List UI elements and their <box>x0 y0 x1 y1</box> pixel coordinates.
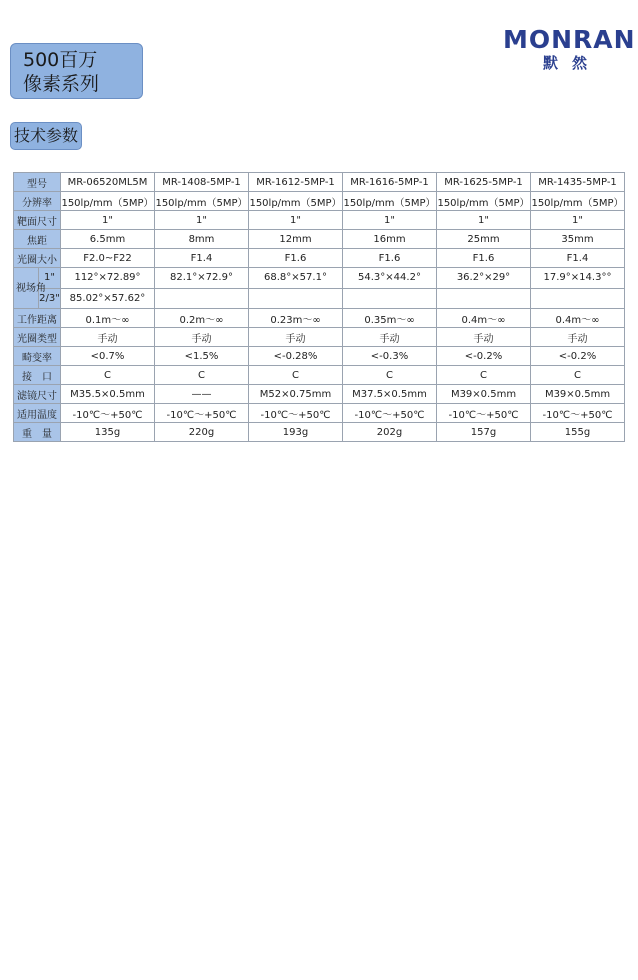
cell-temp: -10℃～+50℃ <box>531 404 625 423</box>
cell-aperture: F1.4 <box>531 249 625 268</box>
row-label-filter: 滤镜尺寸 <box>14 385 61 404</box>
cell-filter: M39×0.5mm <box>531 385 625 404</box>
cell-weight: 220g <box>155 423 249 442</box>
cell-sensor: 1" <box>343 211 437 230</box>
cell-fov-23 <box>249 288 343 309</box>
cell-focal: 6.5mm <box>61 230 155 249</box>
cell-fov-1: 17.9°×14.3°° <box>531 268 625 289</box>
cell-mount: C <box>61 366 155 385</box>
cell-mount: C <box>249 366 343 385</box>
cell-iris: 手动 <box>249 328 343 347</box>
cell-resolution: 150lp/mm（5MP） <box>61 192 155 211</box>
cell-aperture: F1.6 <box>437 249 531 268</box>
cell-filter: M35.5×0.5mm <box>61 385 155 404</box>
spec-row-distance <box>14 309 625 328</box>
row-label-focal: 焦距 <box>14 230 61 249</box>
cell-fov-23: 85.02°×57.62° <box>61 288 155 309</box>
cell-distortion: <-0.2% <box>531 347 625 366</box>
cell-sensor: 1" <box>531 211 625 230</box>
cell-distance: 0.4m～∞ <box>531 309 625 328</box>
cell-distance: 0.1m～∞ <box>61 309 155 328</box>
spec-row-temp <box>14 404 625 423</box>
cell-aperture: F1.6 <box>249 249 343 268</box>
cell-resolution: 150lp/mm（5MP） <box>343 192 437 211</box>
cell-temp: -10℃～+50℃ <box>343 404 437 423</box>
cell-fov-1: 54.3°×44.2° <box>343 268 437 289</box>
cell-aperture: F1.6 <box>343 249 437 268</box>
series-title-box <box>10 43 143 99</box>
row-label-resolution: 分辨率 <box>14 192 61 211</box>
fov-label <box>14 268 46 308</box>
brand-logo <box>503 25 636 72</box>
cell-sensor: 1" <box>437 211 531 230</box>
cell-iris: 手动 <box>531 328 625 347</box>
cell-mount: C <box>343 366 437 385</box>
cell-distance: 0.35m～∞ <box>343 309 437 328</box>
series-title-line1: 500百万 <box>23 49 98 71</box>
row-label-model: 型号 <box>14 173 61 192</box>
spec-row-aperture <box>14 249 625 268</box>
cell-sensor: 1" <box>155 211 249 230</box>
spec-row-weight <box>14 423 625 442</box>
logo-chinese: 默然 <box>542 54 601 72</box>
cell-focal: 35mm <box>531 230 625 249</box>
cell-distance: 0.4m～∞ <box>437 309 531 328</box>
fov-23-label: 2/3" <box>39 288 61 308</box>
cell-weight: 135g <box>61 423 155 442</box>
spec-row-distortion <box>14 347 625 366</box>
cell-focal: 16mm <box>343 230 437 249</box>
cell-iris: 手动 <box>61 328 155 347</box>
cell-mount: C <box>155 366 249 385</box>
cell-filter: M52×0.75mm <box>249 385 343 404</box>
cell-fov-1: 82.1°×72.9° <box>155 268 249 289</box>
cell-model: MR-1435-5MP-1 <box>531 173 625 192</box>
spec-row-focal <box>14 230 625 249</box>
cell-fov-23 <box>343 288 437 309</box>
cell-model: MR-06520ML5M <box>61 173 155 192</box>
cell-iris: 手动 <box>343 328 437 347</box>
cell-distortion: <-0.3% <box>343 347 437 366</box>
cell-distance: 0.23m～∞ <box>249 309 343 328</box>
cell-aperture: F2.0~F22 <box>61 249 155 268</box>
cell-distortion: <-0.2% <box>437 347 531 366</box>
cell-focal: 8mm <box>155 230 249 249</box>
cell-mount: C <box>437 366 531 385</box>
fov-label-text: 视场角 <box>16 282 46 294</box>
row-label-sensor: 靶面尺寸 <box>14 211 61 230</box>
row-label-aperture: 光圈大小 <box>14 249 61 268</box>
cell-fov-1: 36.2°×29° <box>437 268 531 289</box>
cell-focal: 12mm <box>249 230 343 249</box>
cell-temp: -10℃～+50℃ <box>155 404 249 423</box>
cell-weight: 157g <box>437 423 531 442</box>
spec-row-iris <box>14 328 625 347</box>
cell-resolution: 150lp/mm（5MP） <box>249 192 343 211</box>
cell-filter: M37.5×0.5mm <box>343 385 437 404</box>
cell-distortion: <-0.28% <box>249 347 343 366</box>
cell-weight: 193g <box>249 423 343 442</box>
cell-resolution: 150lp/mm（5MP） <box>437 192 531 211</box>
spec-row-filter <box>14 385 625 404</box>
spec-row-fov-1 <box>14 268 625 289</box>
cell-sensor: 1" <box>249 211 343 230</box>
cell-fov-1: 68.8°×57.1° <box>249 268 343 289</box>
cell-resolution: 150lp/mm（5MP） <box>155 192 249 211</box>
cell-filter: M39×0.5mm <box>437 385 531 404</box>
fov-1-label: 1" <box>39 268 61 288</box>
spec-table <box>13 172 625 442</box>
cell-model: MR-1408-5MP-1 <box>155 173 249 192</box>
cell-distortion: <0.7% <box>61 347 155 366</box>
spec-row-model <box>14 173 625 192</box>
logo-wordmark: MONRAN <box>503 25 636 54</box>
cell-resolution: 150lp/mm（5MP） <box>531 192 625 211</box>
spec-row-fov-23 <box>14 288 625 309</box>
spec-row-mount <box>14 366 625 385</box>
row-label-iris: 光圈类型 <box>14 328 61 347</box>
cell-fov-1: 112°×72.89° <box>61 268 155 289</box>
cell-model: MR-1616-5MP-1 <box>343 173 437 192</box>
row-label-distortion: 畸变率 <box>14 347 61 366</box>
cell-distance: 0.2m～∞ <box>155 309 249 328</box>
cell-iris: 手动 <box>155 328 249 347</box>
row-label-mount: 接 口 <box>14 366 61 385</box>
cell-temp: -10℃～+50℃ <box>61 404 155 423</box>
cell-distortion: <1.5% <box>155 347 249 366</box>
cell-model: MR-1625-5MP-1 <box>437 173 531 192</box>
cell-focal: 25mm <box>437 230 531 249</box>
cell-filter: —— <box>155 385 249 404</box>
row-label-temp: 适用温度 <box>14 404 61 423</box>
cell-weight: 202g <box>343 423 437 442</box>
cell-fov-23 <box>531 288 625 309</box>
cell-mount: C <box>531 366 625 385</box>
cell-aperture: F1.4 <box>155 249 249 268</box>
cell-fov-23 <box>155 288 249 309</box>
cell-temp: -10℃～+50℃ <box>437 404 531 423</box>
cell-iris: 手动 <box>437 328 531 347</box>
series-title-line2: 像素系列 <box>23 73 100 95</box>
spec-row-resolution <box>14 192 625 211</box>
cell-model: MR-1612-5MP-1 <box>249 173 343 192</box>
cell-sensor: 1" <box>61 211 155 230</box>
cell-fov-23 <box>437 288 531 309</box>
cell-weight: 155g <box>531 423 625 442</box>
row-label-fov <box>14 268 61 309</box>
spec-row-sensor <box>14 211 625 230</box>
section-heading: 技术参数 <box>10 122 82 150</box>
cell-temp: -10℃～+50℃ <box>249 404 343 423</box>
row-label-distance: 工作距离 <box>14 309 61 328</box>
row-label-weight: 重 量 <box>14 423 61 442</box>
